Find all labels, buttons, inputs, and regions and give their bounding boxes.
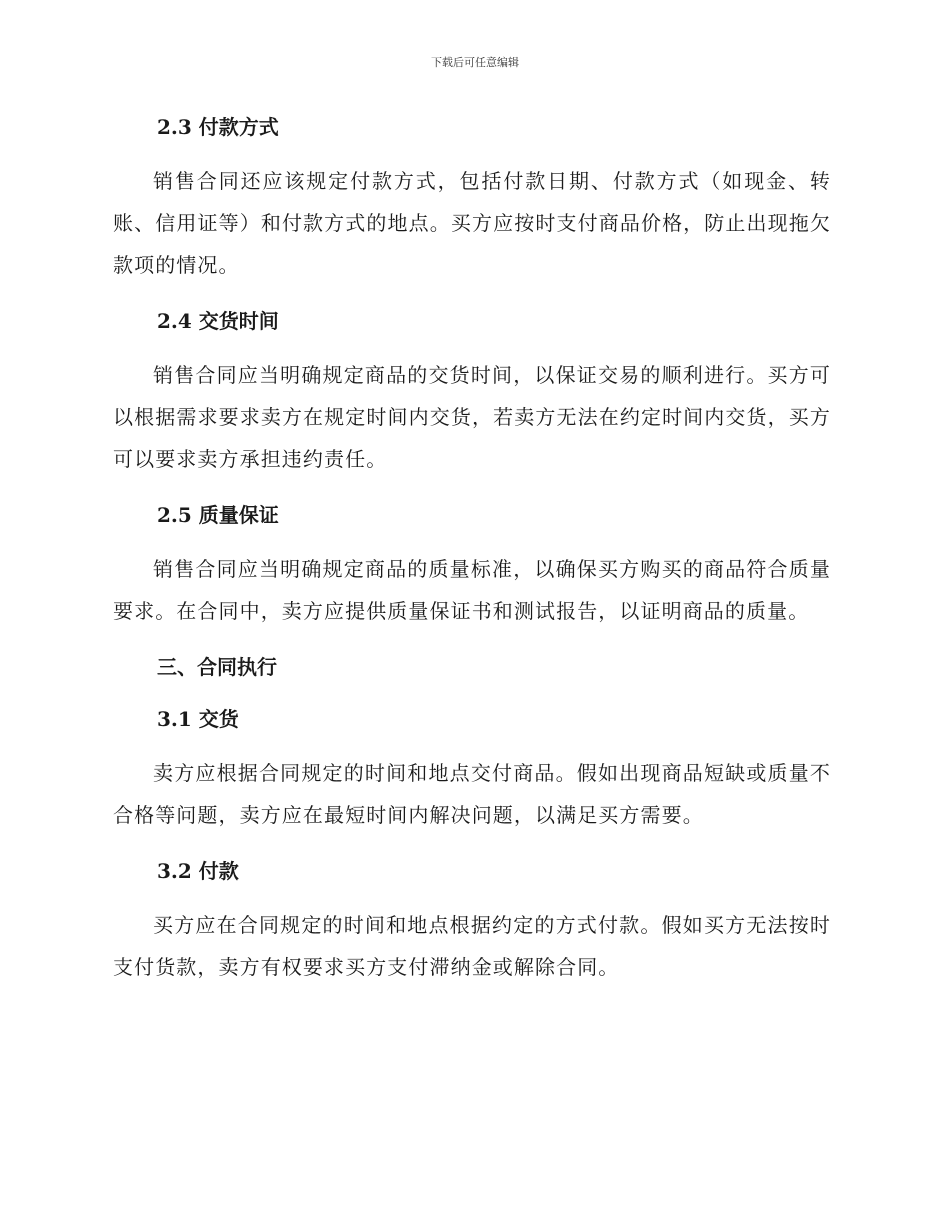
- section-heading-2-5: 2.5 质量保证: [157, 503, 279, 527]
- section-paragraph-2-3: 销售合同还应该规定付款方式，包括付款日期、付款方式（如现金、转账、信用证等）和付款方式的地点。买方应按时支付商品价格，防止出现拖欠款项的情况。: [113, 169, 831, 277]
- section-paragraph-2-4: 销售合同应当明确规定商品的交货时间，以保证交易的顺利进行。买方可以根据需求要求卖方在规定时间内交货，若卖方无法在约定时间内交货，买方可以要求卖方承担违约责任。: [113, 363, 831, 471]
- chapter-heading-3: 三、合同执行: [157, 655, 277, 679]
- document-body: [113, 110, 831, 988]
- section-heading-3-2: 3.2 付款: [157, 859, 239, 883]
- section-heading-2-4: 2.4 交货时间: [157, 309, 279, 333]
- section-heading-3-1: 3.1 交货: [157, 707, 239, 731]
- page-header: 下载后可任意编辑: [431, 56, 519, 69]
- section-paragraph-2-5: 销售合同应当明确规定商品的质量标准，以确保买方购买的商品符合质量要求。在合同中，卖方应提供质量保证书和测试报告，以证明商品的质量。: [113, 557, 831, 623]
- section-paragraph-3-2: 买方应在合同规定的时间和地点根据约定的方式付款。假如买方无法按时支付货款，卖方有权要求买方支付滞纳金或解除合同。: [113, 913, 831, 979]
- section-paragraph-3-1: 卖方应根据合同规定的时间和地点交付商品。假如出现商品短缺或质量不合格等问题，卖方应在最短时间内解决问题，以满足买方需要。: [113, 761, 831, 827]
- section-heading-2-3: 2.3 付款方式: [157, 115, 279, 139]
